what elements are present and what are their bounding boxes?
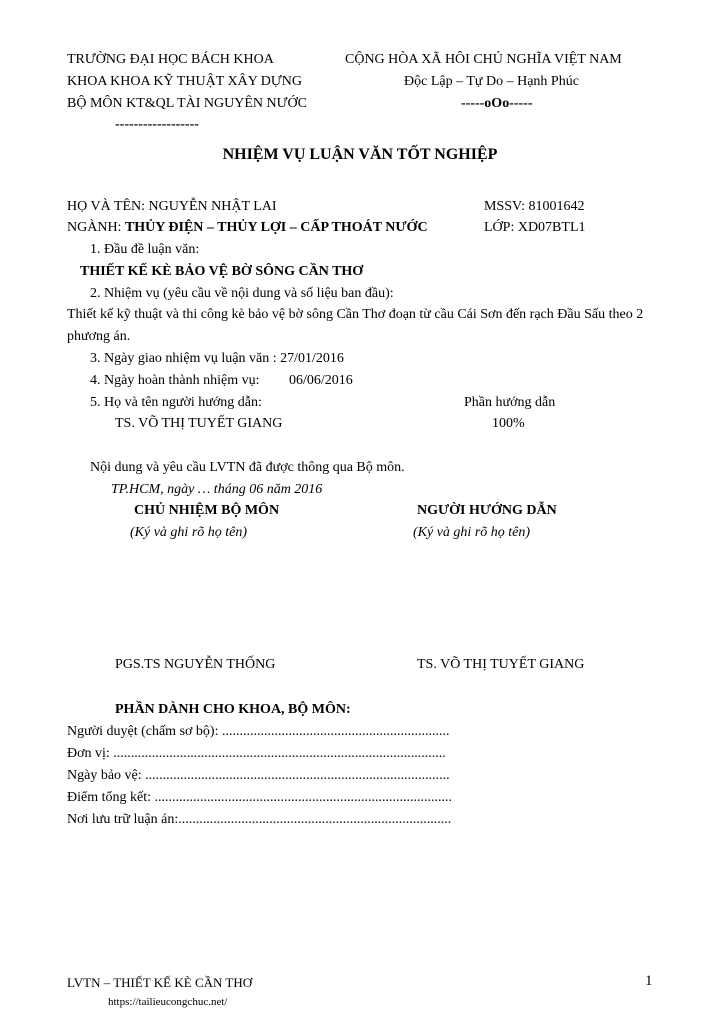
student-name: HỌ VÀ TÊN: NGUYỄN NHẬT LAI — [67, 199, 277, 214]
university-name: TRƯỜNG ĐẠI HỌC BÁCH KHOA — [67, 52, 274, 67]
major-value: THỦY ĐIỆN – THỦY LỢI – CẤP THOÁT NƯỚC — [124, 220, 428, 235]
final-score-field: Điểm tổng kết: ..................................................................................... — [67, 790, 452, 805]
advisor-signature-name: TS. VÕ THỊ TUYẾT GIANG — [417, 657, 585, 672]
item-2-label: 2. Nhiệm vụ (yêu cầu về nội dung và số liệu ban đầu): — [90, 286, 394, 301]
archive-location-field: Nơi lưu trữ luận án:.............................................................................. — [67, 812, 452, 827]
advisor-note: (Ký và ghi rõ họ tên) — [413, 525, 531, 540]
advisor-share-label: Phần hướng dẫn — [464, 395, 556, 410]
class-code: LỚP: XD07BTL1 — [484, 220, 586, 235]
approval-date: TP.HCM, ngày … tháng 06 năm 2016 — [111, 482, 323, 497]
advisor-share: 100% — [492, 416, 525, 431]
major-line — [67, 220, 428, 236]
page-number: 1 — [645, 973, 653, 989]
footer-url[interactable]: https://tailieucongchuc.net/ — [108, 996, 228, 1008]
item-1-label: 1. Đầu đề luận văn: — [90, 242, 200, 257]
advisor-label: 5. Họ và tên người hướng dẫn: — [90, 395, 262, 410]
department-head-role: CHỦ NHIỆM BỘ MÔN — [134, 503, 280, 518]
department-head-note: (Ký và ghi rõ họ tên) — [130, 525, 248, 540]
unit-field: Đơn vị: ............................................................................................... — [67, 746, 446, 761]
advisor-name: TS. VÕ THỊ TUYẾT GIANG — [115, 416, 283, 431]
reviewer-field: Người duyệt (chấm sơ bộ): ................................................................. — [67, 724, 450, 739]
approval-statement: Nội dung và yêu cầu LVTN đã được thông qua Bộ môn. — [90, 460, 405, 475]
defense-date-field: Ngày bảo vệ: ....................................................................................... — [67, 768, 450, 783]
task-description: Thiết kế kỹ thuật và thi công kè bảo vệ bờ sông Cần Thơ đoạn từ cầu Cái Sơn đến rạch Đầu Sấu theo 2 — [67, 307, 644, 322]
completion-date-label: 4. Ngày hoàn thành nhiệm vụ: — [90, 373, 260, 388]
completion-date-value: 06/06/2016 — [289, 373, 353, 388]
faculty-name: KHOA KHOA KỸ THUẬT XÂY DỰNG — [67, 74, 302, 89]
header-left-rule: ------------------ — [115, 117, 199, 132]
thesis-topic: THIẾT KẾ KÈ BẢO VỆ BỜ SÔNG CẦN THƠ — [80, 264, 364, 279]
department-name: BỘ MÔN KT&QL TÀI NGUYÊN NƯỚC — [67, 96, 307, 111]
national-title: CỘNG HÒA XÃ HÔI CHỦ NGHĨA VIỆT NAM — [345, 52, 622, 67]
student-id: MSSV: 81001642 — [484, 199, 585, 214]
task-description-cont: phương án. — [67, 329, 131, 344]
footer-title: LVTN – THIẾT KẾ KÈ CẦN THƠ — [67, 975, 253, 990]
assign-date: 3. Ngày giao nhiệm vụ luận văn : 27/01/2016 — [90, 351, 344, 366]
national-motto: Độc Lập – Tự Do – Hạnh Phúc — [404, 74, 579, 89]
advisor-role: NGƯỜI HƯỚNG DẪN — [417, 503, 557, 518]
document-title: NHIỆM VỤ LUẬN VĂN TỐT NGHIỆP — [222, 146, 498, 163]
department-head-name: PGS.TS NGUYỄN THỐNG — [115, 657, 276, 672]
header-right-rule: -----oOo----- — [461, 96, 533, 111]
major-label: NGÀNH: — [67, 220, 125, 235]
faculty-section-heading: PHẦN DÀNH CHO KHOA, BỘ MÔN: — [115, 702, 351, 717]
